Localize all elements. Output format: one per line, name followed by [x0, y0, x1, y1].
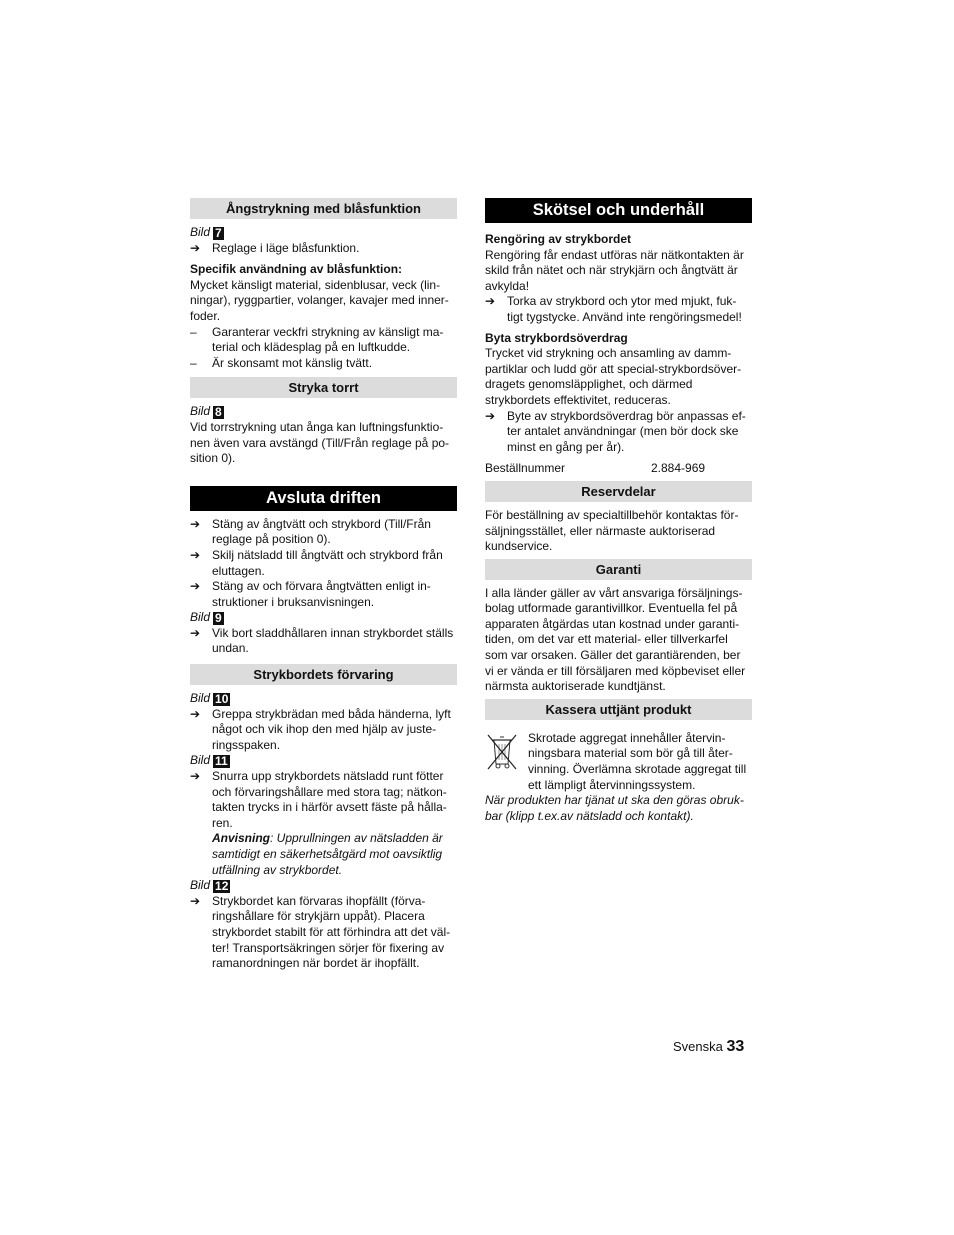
dash-item: – Garanterar veckfri strykning av känsligt ma-terial och klädesplag på en luftkudde.	[190, 324, 444, 355]
step-item: ➔ Stäng av och förvara ångtvätten enligt in-struktioner i bruksanvisningen.	[190, 579, 431, 609]
arrow-icon: ➔	[190, 579, 201, 594]
step-item: ➔ Skilj nätsladd till ångtvätt och strykbord från eluttagen.	[190, 547, 443, 578]
step-item: ➔ Reglage i läge blåsfunktion.	[190, 240, 360, 255]
crossed-out-wheelie-bin-icon	[485, 732, 519, 772]
page-number: 33	[726, 1038, 745, 1055]
figure-ref-8: Bild 8	[190, 404, 222, 420]
arrow-icon: ➔	[190, 893, 201, 908]
subheading: Specifik användning av blåsfunktion:	[190, 262, 403, 277]
heading-avsluta-driften: Avsluta driften	[190, 486, 457, 511]
step-item: ➔ Strykbordet kan förvaras ihopfällt (förva-ringshållare för strykjärn uppåt). Placera strykbordet stabilt för att förhindra att det väl-ter! Transportsäkringen sörjer för fixering av ramanordningen när bordet är ihopfällt.	[190, 893, 451, 971]
arrow-icon: ➔	[485, 294, 496, 309]
dash-marker: –	[190, 324, 197, 339]
figure-ref-7: Bild 7	[190, 225, 222, 240]
paragraph: I alla länder gäller av vårt ansvariga försäljnings-bolag utformade garantivillkor. Eventuella fel på apparaten åtgärdas utan kostnad under garanti-tiden, om det var ett material- eller tillverkarfel som var orsaken. Gäller det garantiärenden, ber vi er vända er till försäljaren med köpbeviset eller närmsta auktoriserade kundtjänst.	[485, 585, 746, 694]
order-number-value: 2.884-969	[651, 461, 706, 476]
subheading: Byta strykbordsöverdrag	[485, 330, 628, 345]
footer-language: Svenska	[673, 1039, 723, 1054]
figure-ref-12: Bild 12	[190, 878, 229, 894]
step-item: ➔ Torka av strykbord och ytor med mjukt, fuk-tigt tygstycke. Använd inte rengöringsmedel!	[485, 294, 742, 324]
dash-marker: –	[190, 355, 197, 370]
order-number-row	[485, 461, 752, 477]
arrow-icon: ➔	[190, 547, 201, 562]
heading-skotsel: Skötsel och underhåll	[485, 198, 752, 223]
arrow-icon: ➔	[190, 625, 201, 640]
paragraph: För beställning av specialtillbehör kontaktas för-säljningsstället, eller närmaste auktoriserad kundservice.	[485, 507, 739, 554]
arrow-icon: ➔	[190, 516, 201, 531]
heading-angstrykning: Ångstrykning med blåsfunktion	[190, 198, 457, 219]
heading-kassera: Kassera uttjänt produkt	[485, 699, 752, 720]
arrow-icon: ➔	[485, 408, 496, 423]
left-column	[190, 198, 457, 972]
right-column	[485, 198, 752, 824]
disposal-note: När produkten har tjänat ut ska den göras obruk-bar (klipp t.ex.av nätsladd och kontakt).	[485, 793, 744, 823]
paragraph: Trycket vid strykning och ansamling av damm-partiklar och ludd gör att special-strykbordsöver-dragets genomsläpplighet, och därmed strykbordets effektivitet, reduceras.	[485, 346, 742, 407]
paragraph: Rengöring får endast utföras när nätkontakten är skild från nätet och när strykjärn och ångtvätt är avkylda!	[485, 247, 744, 293]
figure-ref-10: Bild 10	[190, 691, 229, 707]
step-item: ➔ Byte av strykbordsöverdrag bör anpassas ef-ter antalet användningar (men bör dock ske minst en gång per år).	[485, 408, 746, 454]
step-item: ➔ Snurra upp strykbordets nätsladd runt fötter och förvaringshållare med stora tag; nätkon-takten trycks in i härför avsett fäste på hålla-ren.	[190, 769, 447, 830]
heading-stryka-torrt: Stryka torrt	[190, 377, 457, 398]
paragraph: Vid torrstrykning utan ånga kan luftningsfunktio-nen även vara avstängd (Till/Från reglage på po-sition 0).	[190, 419, 450, 466]
step-item: ➔ Greppa strykbrädan med båda händerna, lyft något och vik ihop den med hjälp av juste-ringsspaken.	[190, 706, 451, 752]
note: Anvisning: Upprullningen av nätsladden är samtidigt en säkerhetsåtgärd mot oavsiktlig utfällning av strykbordet.	[212, 831, 443, 877]
subheading: Rengöring av strykbordet	[485, 232, 632, 246]
order-number-label: Beställnummer	[485, 461, 566, 476]
page-footer	[673, 1039, 744, 1055]
step-item: ➔ Vik bort sladdhållaren innan strykbordet ställs undan.	[190, 625, 454, 656]
figure-ref-9: Bild 9	[190, 610, 222, 626]
arrow-icon: ➔	[190, 706, 201, 721]
heading-reservdelar: Reservdelar	[485, 481, 752, 502]
arrow-icon: ➔	[190, 240, 201, 255]
dash-item: – Är skonsamt mot känslig tvätt.	[190, 355, 373, 370]
step-item: ➔ Stäng av ångtvätt och strykbord (Till/Från reglage på position 0).	[190, 516, 431, 547]
arrow-icon: ➔	[190, 769, 201, 784]
figure-ref-11: Bild 11	[190, 753, 228, 769]
heading-strykbordets-forvaring: Strykbordets förvaring	[190, 664, 457, 685]
heading-garanti: Garanti	[485, 559, 752, 580]
disposal-block: Skrotade aggregat innehåller återvin-ningsbara material som bör gå till åter-vinning. Överlämna skrotade aggregat till ett lämpligt återvinningssystem.	[485, 731, 752, 793]
paragraph: Mycket känsligt material, sidenblusar, veck (lin-ningar), ryggpartier, volanger, kavajer med inner-foder.	[190, 277, 449, 323]
